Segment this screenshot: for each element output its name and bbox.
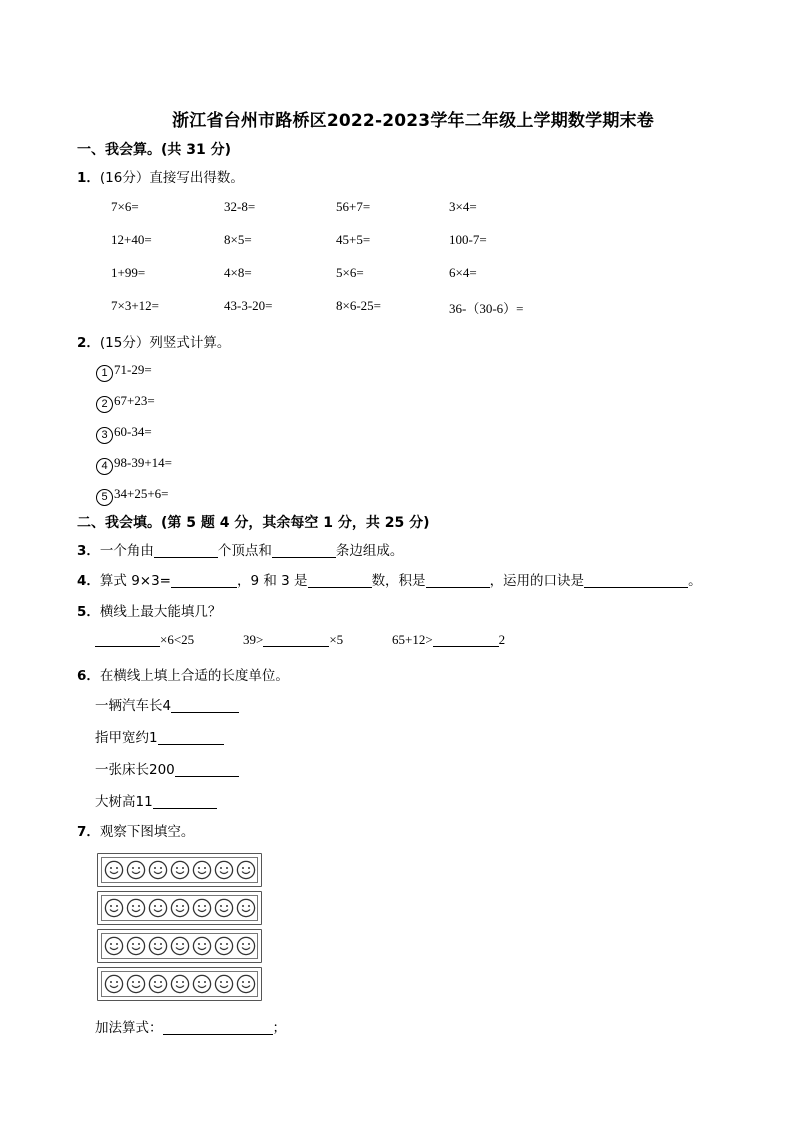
question-text: 横线上最大能填几？ [99, 604, 222, 620]
calc-item: 7×3+12= [111, 298, 159, 313]
question-4 [77, 569, 702, 589]
question-text: 。 [688, 573, 702, 589]
item-text: 指甲宽约1 [95, 730, 158, 746]
circled-number: 5 [96, 489, 113, 506]
page-title: 浙江省台州市路桥区2022-2023学年二年级上学期数学期末卷 [172, 111, 654, 131]
expression: 39> [243, 632, 264, 647]
question-number: 6． [77, 668, 100, 684]
smiley-face-icon [126, 860, 146, 880]
question-text: (16分）直接写出得数。 [99, 170, 244, 186]
calc-item: 100-7= [449, 232, 487, 247]
smiley-face-icon [104, 898, 124, 918]
vertical-calc-item [96, 455, 172, 475]
question-number: 3． [77, 543, 100, 559]
question-5 [77, 600, 221, 620]
question-3 [77, 539, 403, 559]
item-text: 大树高11 [95, 794, 153, 810]
smiley-face-icon [192, 936, 212, 956]
answer-blank[interactable] [171, 574, 237, 588]
smiley-row [97, 853, 262, 887]
unit-item [95, 758, 239, 778]
q5-part-2 [243, 632, 343, 648]
smiley-face-icon [214, 974, 234, 994]
smiley-face-icon [214, 936, 234, 956]
smiley-face-icon [170, 860, 190, 880]
expression: 67+23= [114, 393, 155, 408]
calc-item: 7×6= [111, 199, 139, 214]
calc-item: 32-8= [224, 199, 256, 214]
smiley-row [97, 929, 262, 963]
smiley-face-icon [236, 936, 256, 956]
q5-part-1 [95, 632, 194, 648]
smiley-face-icon [170, 974, 190, 994]
question-number: 5． [77, 604, 100, 620]
item-text: 加法算式： [95, 1020, 163, 1036]
smiley-face-icon [148, 974, 168, 994]
calc-item: 5×6= [336, 265, 364, 280]
question-text: (15分）列竖式计算。 [99, 335, 231, 351]
expression: ×6<25 [160, 632, 195, 647]
question-text: 算式 9×3= [99, 573, 171, 589]
smiley-row [97, 891, 262, 925]
smiley-face-icon [236, 898, 256, 918]
calc-item: 43-3-20= [224, 298, 273, 313]
answer-blank[interactable] [154, 544, 218, 558]
calc-item: 8×6-25= [336, 298, 381, 313]
section-1-heading: 一、我会算。(共 31 分) [77, 142, 232, 158]
question-text: ，9 和 3 是 [237, 573, 308, 589]
question-text: 一个角由 [99, 543, 154, 559]
smiley-face-icon [126, 898, 146, 918]
section-2-heading: 二、我会填。(第 5 题 4 分，其余每空 1 分，共 25 分) [77, 515, 430, 531]
smiley-face-icon [214, 860, 234, 880]
question-1 [77, 166, 244, 186]
expression: 71-29= [114, 362, 152, 377]
q5-part-3 [392, 632, 505, 648]
smiley-face-icon [192, 974, 212, 994]
smiley-face-icon [236, 974, 256, 994]
vertical-calc-item [96, 424, 152, 444]
calc-item: 6×4= [449, 265, 477, 280]
item-text: ； [272, 1020, 286, 1036]
answer-blank[interactable] [163, 1021, 273, 1035]
smiley-face-icon [148, 860, 168, 880]
expression: 65+12> [392, 632, 433, 647]
answer-blank[interactable] [426, 574, 490, 588]
circled-number: 2 [96, 396, 113, 413]
smiley-face-icon [192, 898, 212, 918]
circled-number: 3 [96, 427, 113, 444]
calc-item: 8×5= [224, 232, 252, 247]
smiley-face-icon [236, 860, 256, 880]
smiley-face-icon [170, 898, 190, 918]
vertical-calc-item [96, 393, 155, 413]
question-text: 条边组成。 [335, 543, 404, 559]
question-text: ，运用的口诀是 [489, 573, 585, 589]
expression: 60-34= [114, 424, 152, 439]
smiley-face-icon [126, 974, 146, 994]
question-2 [77, 331, 230, 351]
expression: 2 [498, 632, 506, 647]
answer-blank[interactable] [153, 795, 217, 809]
circled-number: 4 [96, 458, 113, 475]
calc-item: 4×8= [224, 265, 252, 280]
unit-item [95, 726, 224, 746]
question-6 [77, 664, 289, 684]
answer-blank[interactable] [175, 763, 239, 777]
smiley-face-icon [104, 974, 124, 994]
question-text: 在横线上填上合适的长度单位。 [99, 668, 289, 684]
question-7 [77, 820, 194, 840]
answer-blank[interactable] [158, 731, 224, 745]
question-text: 数，积是 [371, 573, 426, 589]
smiley-face-icon [126, 936, 146, 956]
smiley-face-icon [170, 936, 190, 956]
calc-item: 1+99= [111, 265, 146, 280]
question-number: 7． [77, 824, 100, 840]
expression: ×5 [329, 632, 344, 647]
smiley-face-icon [148, 936, 168, 956]
calc-item: 56+7= [336, 199, 371, 214]
question-text: 个顶点和 [217, 543, 272, 559]
calc-item: 3×4= [449, 199, 477, 214]
answer-blank[interactable] [584, 574, 688, 588]
answer-blank[interactable] [308, 574, 372, 588]
smiley-row [97, 967, 262, 1001]
calc-item: 45+5= [336, 232, 371, 247]
unit-item [95, 790, 217, 810]
question-number: 1． [77, 170, 100, 186]
addition-answer [95, 1016, 286, 1036]
item-text: 一张床长200 [95, 762, 175, 778]
vertical-calc-item [96, 486, 169, 506]
smiley-face-icon [214, 898, 234, 918]
vertical-calc-item [96, 362, 152, 382]
unit-item [95, 694, 239, 714]
question-number: 2． [77, 335, 100, 351]
smiley-face-icon [192, 860, 212, 880]
expression: 98-39+14= [114, 455, 172, 470]
answer-blank[interactable] [95, 633, 160, 647]
answer-blank[interactable] [263, 633, 329, 647]
calc-item: 12+40= [111, 232, 152, 247]
answer-blank[interactable] [171, 699, 239, 713]
answer-blank[interactable] [433, 633, 499, 647]
smiley-face-icon [104, 936, 124, 956]
expression: 34+25+6= [114, 486, 169, 501]
circled-number: 1 [96, 365, 113, 382]
answer-blank[interactable] [272, 544, 336, 558]
smiley-face-icon [104, 860, 124, 880]
question-number: 4． [77, 573, 100, 589]
smiley-face-icon [148, 898, 168, 918]
question-text: 观察下图填空。 [99, 824, 195, 840]
item-text: 一辆汽车长4 [95, 698, 172, 714]
calc-item: 36-（30-6）= [449, 301, 524, 316]
